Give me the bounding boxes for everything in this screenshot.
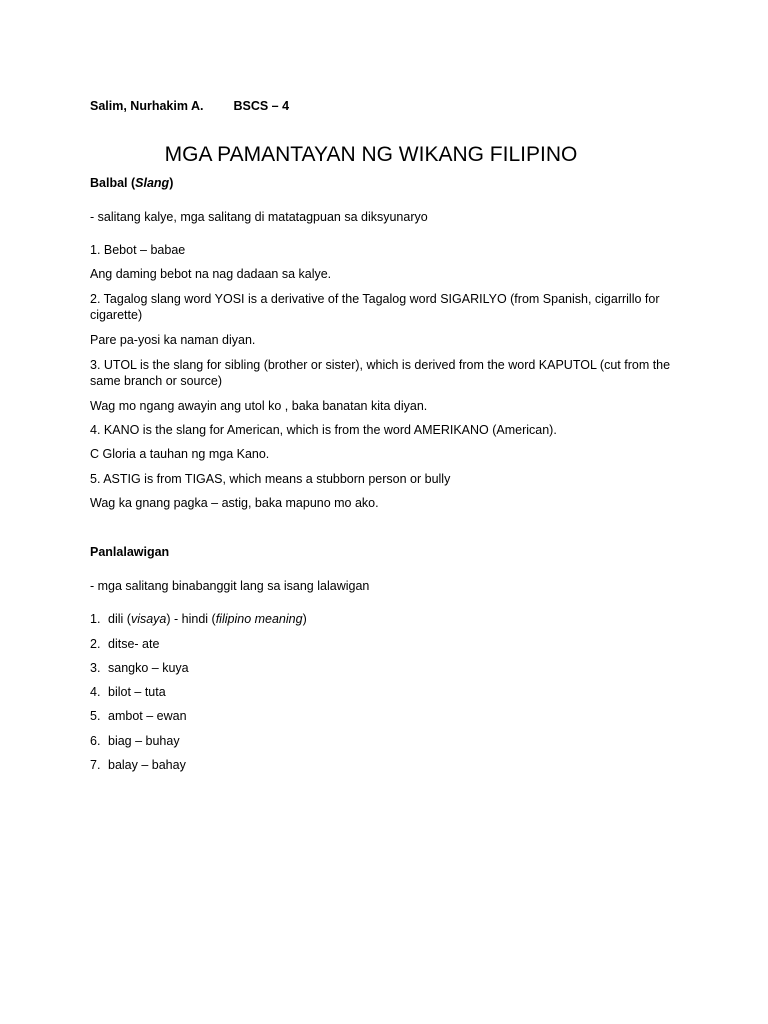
balbal-item-4-term: 4. KANO is the slang for American, which is from the word AMERIKANO (American). xyxy=(90,423,557,437)
list-number: 1. xyxy=(90,612,101,626)
list-number: 2. xyxy=(90,637,101,651)
list-text: sangko – kuya xyxy=(108,661,189,675)
paren-close: ) xyxy=(302,612,307,626)
balbal-definition: - salitang kalye, mga salitang di matatagpuan sa diksyunaryo xyxy=(90,210,428,224)
balbal-item-5-term: 5. ASTIG is from TIGAS, which means a stubborn person or bully xyxy=(90,472,451,486)
list-text: biag – buhay xyxy=(108,734,180,748)
paren-open: ( xyxy=(123,612,131,626)
balbal-heading-italic: Slang xyxy=(135,176,170,190)
list-number: 5. xyxy=(90,709,101,723)
balbal-heading xyxy=(90,175,173,191)
meaning-connector: ) - hindi ( xyxy=(166,612,216,626)
author-line xyxy=(90,98,289,114)
meaning-label: filipino meaning xyxy=(215,612,303,626)
panlalawigan-item-7 xyxy=(90,757,186,773)
panlalawigan-item-4 xyxy=(90,684,166,700)
course-label: BSCS – 4 xyxy=(233,99,290,113)
author-name: Salim, Nurhakim A. xyxy=(90,99,204,113)
balbal-heading-main: Balbal ( xyxy=(90,176,136,190)
panlalawigan-item-3 xyxy=(90,660,189,676)
panlalawigan-definition: - mga salitang binabanggit lang sa isang lalawigan xyxy=(90,579,370,593)
list-number: 7. xyxy=(90,758,101,772)
balbal-item-1-term: 1. Bebot – babae xyxy=(90,243,186,257)
balbal-heading-close: ) xyxy=(169,176,174,190)
list-number: 3. xyxy=(90,661,101,675)
panlalawigan-item-5 xyxy=(90,708,187,724)
balbal-item-2-term: 2. Tagalog slang word YOSI is a derivative of the Tagalog word SIGARILYO (from Spanish, cigarrillo for cigarette) xyxy=(90,292,660,322)
language-label: visaya xyxy=(130,612,167,626)
panlalawigan-item-6 xyxy=(90,733,180,749)
balbal-item-1-example: Ang daming bebot na nag dadaan sa kalye. xyxy=(90,267,332,281)
panlalawigan-heading: Panlalawigan xyxy=(90,545,170,559)
balbal-item-3-term: 3. UTOL is the slang for sibling (brother or sister), which is derived from the word KAPUTOL (cut from the same branch or source) xyxy=(90,358,671,388)
list-text: bilot – tuta xyxy=(108,685,166,699)
balbal-item-2-example: Pare pa-yosi ka naman diyan. xyxy=(90,333,256,347)
list-text: ambot – ewan xyxy=(108,709,187,723)
list-text: balay – bahay xyxy=(108,758,186,772)
balbal-item-4-example: C Gloria a tauhan ng mga Kano. xyxy=(90,447,270,461)
balbal-item-3-example: Wag mo ngang awayin ang utol ko , baka banatan kita diyan. xyxy=(90,399,428,413)
page-title: MGA PAMANTAYAN NG WIKANG FILIPINO xyxy=(164,143,578,166)
balbal-item-5-example: Wag ka gnang pagka – astig, baka mapuno mo ako. xyxy=(90,496,379,510)
list-text: ditse- ate xyxy=(108,637,160,651)
list-number: 6. xyxy=(90,734,101,748)
dialect-word: dili xyxy=(108,612,124,626)
panlalawigan-item-1 xyxy=(90,611,307,627)
panlalawigan-item-2 xyxy=(90,636,159,652)
list-number: 4. xyxy=(90,685,101,699)
